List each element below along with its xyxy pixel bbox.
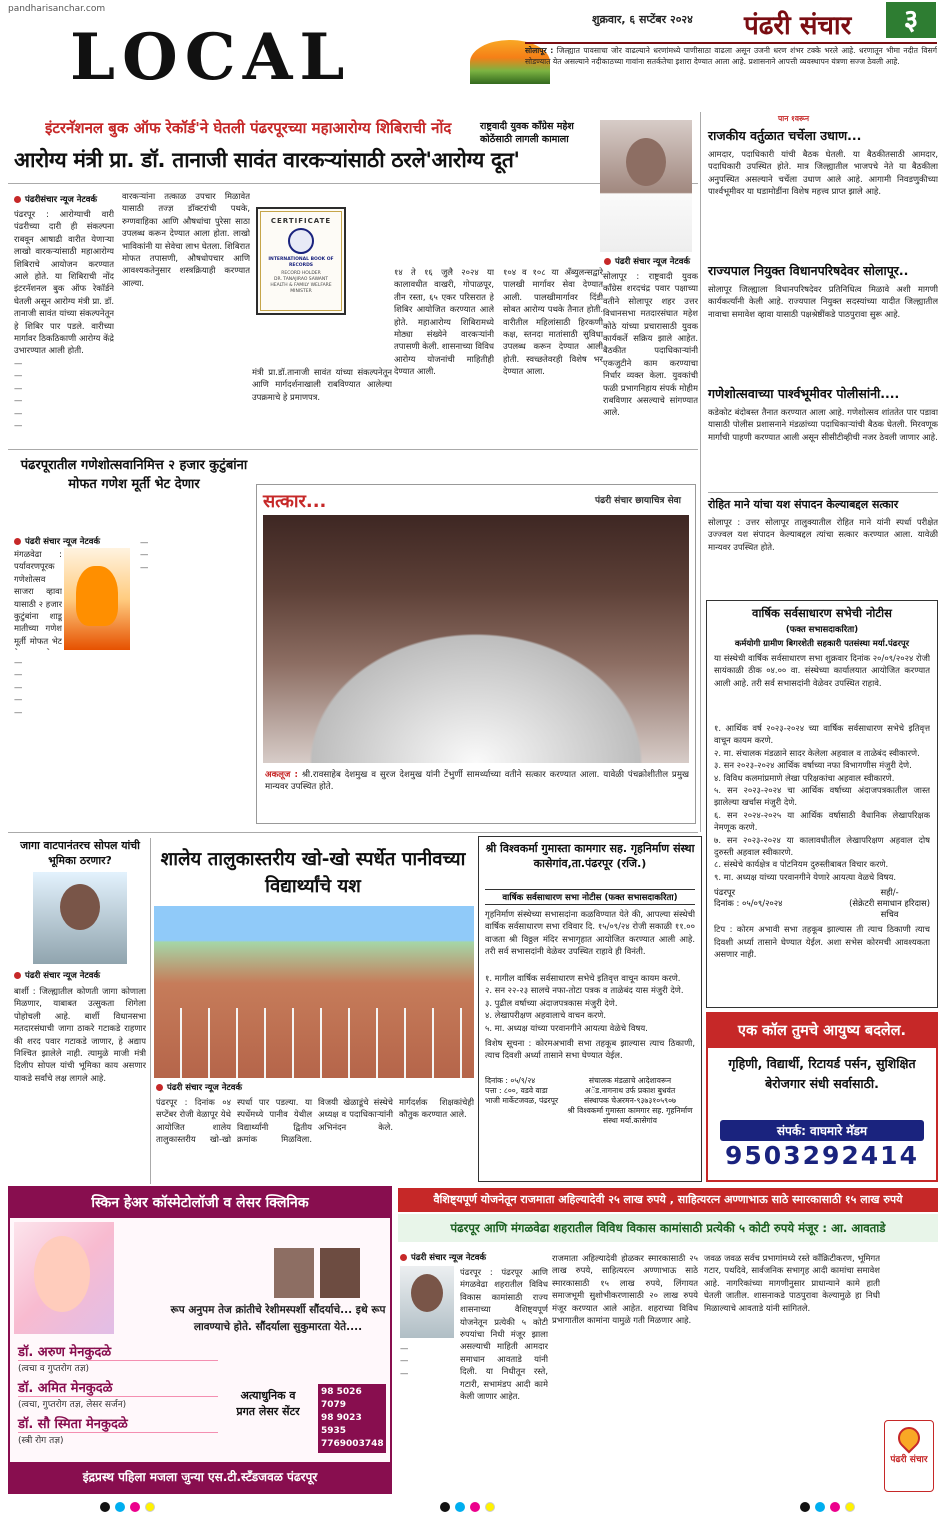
lead-byline-text: पंढरीसंचार न्यूज नेटवर्क xyxy=(25,195,98,205)
notice1-intro: या संस्थेची वार्षिक सर्वसाधारण सभा शुक्रवार दिनांक २०/०९/२०२४ रोजी सायंकाळी ठीक ०४.०० वा. संस्थेच्या कार्यालयात आयोजित करण्यात आली आहे. तरी सर्व सभासदांनी वेळेवर उपस्थित राहावे. xyxy=(714,653,930,688)
model-face-icon xyxy=(34,1236,90,1312)
job-ad-headline: एक कॉल तुमचे आयुष्य बदलेल. xyxy=(708,1014,936,1048)
cert-line-2: DR. TANAJIRAO SAWANT xyxy=(274,277,328,282)
brand-logo xyxy=(884,1420,934,1492)
masthead xyxy=(0,0,945,112)
sports-byline-text: पंढरी संचार न्यूज नेटवर्क xyxy=(167,1083,242,1093)
mla-face-icon xyxy=(411,1274,443,1312)
notice1-place: पंढरपूर xyxy=(714,887,736,898)
job-ad xyxy=(706,1012,938,1182)
clinic-title: स्किन हेअर कॉस्मेटोलॉजी व लेसर क्लिनिक xyxy=(10,1188,390,1218)
clinic-ad xyxy=(8,1186,392,1494)
funds-byline xyxy=(400,1252,486,1263)
track-lines-icon xyxy=(154,1008,474,1078)
lead-body-col2 xyxy=(122,190,250,446)
profile-face-icon xyxy=(626,138,666,186)
byline-dot-icon xyxy=(14,196,21,203)
agm-notice-2 xyxy=(478,836,702,1182)
byline-dot-icon xyxy=(14,972,21,979)
ganesh-idol-icon xyxy=(76,566,118,626)
clinic-center-2: प्रगत लेसर सेंटर xyxy=(236,1405,300,1418)
lead-body3-text: १४ ते १६ जुलै २०२४ या कालावधीत वाखरी, गोपाळपूर, तीन रस्ता, ६५ एकर परिसरात हे शिबिर आयोजित करण्यात आले होते. महाआरोग्य शिबिरामध्ये मोठ्या संख्येने वारकऱ्यांनी तपासणी केली. शासनाच्या विविध आरोग्य योजनांची माहितीही देण्यात आली. xyxy=(394,267,494,377)
ganesh-body-col2 xyxy=(14,656,138,824)
profile-kicker: राष्ट्रवादी युवक कॉंग्रेस महेश कोठेंसाठी लागली कामाला xyxy=(480,121,574,145)
right-heading-3: गणेशोत्सवाच्या पार्श्वभूमीवर पोलीसांनी.... xyxy=(708,386,900,401)
politics-story xyxy=(14,838,146,1184)
right-para-3: कडेकोट बंदोबस्त तैनात करण्यात आला आहे. गणेशोत्सव शांततेत पार पडावा यासाठी पोलीस प्रशासनाने मंडळांच्या पदाधिकाऱ्यांची बैठक घेतली. मिरवणूक मार्गांची पाहणी करण्यात आली असून सीसीटीव्हीची नजर ठेवली जाणार आहे. xyxy=(708,407,938,442)
job-ad-contact: संपर्क: वाघमारे मॅडम xyxy=(720,1120,924,1141)
ticker-text: जिल्ह्यात पावसाचा जोर वाढल्याने धरणांमध्ये पाणीसाठा वाढला असून उजनी धरण शंभर टक्के भरले आहे. धरणातून भीमा नदीत विसर्ग सोडण्यात येत असल्याने नदीकाठच्या गावांना सतर्कतेचा इशारा देण्यात आला आहे. प्रशासनाने आपत्ती व्यवस्थापन यंत्रणा सज्ज ठेवली आहे. xyxy=(525,46,937,66)
clinic-tagline: रूप अनुपम तेज क्रांतीचे रेशीमस्पर्शी सौंदर्याचे... इथे रूप लावण्याचे होते. सौंदर्याला सुकुमारता येते.... xyxy=(170,1304,386,1333)
notice1-signatory: (सेक्रेटरी समाधान हरिदास) xyxy=(849,898,930,909)
certificate-image xyxy=(256,207,346,315)
cert-line-1: RECORD HOLDER xyxy=(281,271,321,276)
byline-dot-icon xyxy=(400,1254,407,1261)
notice2-address: पत्ता : ८००, वडवे वाडा भाजी मार्केटजवळ, पंढरपूर xyxy=(485,1086,559,1106)
notice2-item-3: ३. पुढील वर्षाच्या अंदाजपत्रकास मंजुरी देणे. xyxy=(485,997,618,1008)
notice1-sign: सही/- xyxy=(880,887,899,898)
ganesh-headline: पंढरपूरातील गणेशोत्सवानिमित्त २ हजार कुटुंबांना मोफत गणेश मूर्ती भेट देणार xyxy=(20,458,248,492)
politics-kicker: जागा वाटपानंतरच सोपल यांची भूमिका ठरणार? xyxy=(20,839,140,867)
notice2-title: श्री विश्वकर्मा गुमास्ता कामगार सह. गृहनिर्माण संस्था कासेगांव,ता.पंढरपूर (रजि.) xyxy=(485,842,695,870)
caption-text: श्री.रावसाहेब देशमुख व सुरज देशमुख यांनी टेंभुर्णी सामर्थ्याच्या वतीने सत्कार करण्यात आला. यावेळी पंचक्रोशीतील प्रमुख मान्यवर उपस्थित होते. xyxy=(265,770,689,793)
notice2-body: गृहनिर्माण संस्थेच्या सभासदांना कळविण्यात येते की, आपल्या संस्थेची वार्षिक सर्वसाधारण सभा रविवार दि. १५/०९/२४ रोजी सकाळी ११.०० वाजता श्री विठ्ठल मंदिर सभागृहात आयोजित करण्यात आली आहे. तरी सर्व सभासदांनी वेळेवर उपस्थित राहावे ही विनंती. xyxy=(485,909,695,957)
funds-body-col1 xyxy=(460,1266,548,1492)
funds-body-col2 xyxy=(552,1252,698,1492)
funds-body-col1b xyxy=(400,1342,456,1492)
notice1-designation: सचिव xyxy=(880,909,899,920)
sports-byline xyxy=(156,1082,242,1093)
reg-mark-right xyxy=(800,1502,855,1512)
profile-body xyxy=(603,270,698,446)
byline-dot-icon xyxy=(156,1084,163,1091)
notice2-sig-2: अॅड.नागनाथ उर्फ प्रकाश बुधवंत xyxy=(584,1086,676,1096)
location-pin-icon xyxy=(893,1422,924,1453)
notice2-date: दिनांक : ०५/९/२४ xyxy=(485,1076,536,1086)
notice1-item-6: ६. सन २०२४-२०२५ या आर्थिक वर्षासाठी वैधानिक लेखापरिक्षक नेमणूक करणे. xyxy=(714,809,930,833)
ticker-place: सोलापूर : xyxy=(525,46,554,55)
ganesh-idol-photo xyxy=(64,548,130,650)
ticker-box xyxy=(525,42,937,104)
funds-banner: वैशिष्ट्यपूर्ण योजनेतून राजमाता अहिल्यादेवी २५ लाख रुपये , साहित्यरत्न अण्णाभाऊ साठे स्मारकासाठी १५ लाख रुपये xyxy=(398,1188,938,1212)
funds-body2-text: राजमाता अहिल्यादेवी होळकर स्मारकासाठी २५ लाख रुपये, साहित्यरत्न अण्णाभाऊ साठे स्मारकासाठी १५ लाख रुपये, लिंगायत समाजभूमी सुशोभीकरणासाठी २० लाख रुपये मंजूर करण्यात आले आहेत. शहराच्या विविध प्रभागातील कामांना यामुळे गती मिळणार आहे. xyxy=(552,1253,698,1326)
cert-seal-icon xyxy=(288,228,314,254)
right-para-4: सोलापूर : उत्तर सोलापूर तालुक्यातील रोहित माने यांनी स्पर्धा परीक्षेत उज्ज्वल यश संपादन केल्याबद्दल त्यांचा सत्कार करण्यात आला. यावेळी मान्यवर उपस्थित होते. xyxy=(708,517,938,552)
photo-story-tag: पंढरी संचार छायाचित्र सेवा xyxy=(594,496,681,506)
clinic-address: इंद्रप्रस्थ पहिला मजला जुन्या एस.टी.स्टँडजवळ पंढरपूर xyxy=(10,1462,390,1492)
right-heading-2: राज्यपाल नियुक्त विधानपरिषदेवर सोलापूर.. xyxy=(708,263,909,278)
politics-byline-text: पंढरी संचार न्यूज नेटवर्क xyxy=(25,971,100,981)
notice2-sig-1: संचालक मंडळाचे आदेशावरून xyxy=(588,1076,672,1086)
ganesh-body-col1 xyxy=(14,548,62,650)
photo-story-title: सत्कार... xyxy=(263,491,327,512)
doctor-photo-1 xyxy=(274,1248,314,1298)
cert-line-3: HEALTH & FAMILY WELFARE MINISTER xyxy=(270,283,332,294)
byline-dot-icon xyxy=(604,258,611,265)
notice2-item-2: २. सन २२-२३ सालचे नफा-तोटा पत्रक व ताळेबंद यास मंजुरी देणे. xyxy=(485,985,684,996)
lead-body4-text: १०४ व १०८ या अँब्युलन्सद्वारे पालखी मार्गावर सेवा देण्यात आली. पालखीमार्गावर दिंडी सोबत आरोग्य पथके तैनात होती. वारीतील महिलांसाठी हिरकणी कक्ष, स्तनदा मातांसाठी सुविधा उपलब्ध करून देण्यात आली होती. स्वच्छतेवरही विशेष भर देण्यात आला. xyxy=(503,267,603,377)
ganesh-byline-text: पंढरी संचार न्यूज नेटवर्क xyxy=(25,537,100,547)
funds-headline: पंढरपूर आणि मंगळवेढा शहरातील विविध विकास कामांसाठी प्रत्येकी ५ कोटी रुपये मंजूर : आ. आवताडे xyxy=(398,1214,938,1242)
right-column xyxy=(708,114,938,624)
lead-body-col3 xyxy=(394,266,494,446)
sports-body xyxy=(156,1096,474,1182)
notice1-item-9: ९. मा. अध्यक्ष यांच्या परवानगीने येणारे आयत्या वेळचे विषय. xyxy=(714,871,897,882)
paper-name: पंढरी संचार xyxy=(744,11,852,41)
lead-body1-text: पंढरपूर : आरोग्याची वारी पंढरीच्या दारी ही संकल्पना राबवून आषाढी वारीत येणाऱ्या लाखो वारकऱ्यांसाठी महाआरोग्य शिबिराचे आयोजन करण्यात आले होते. या शिबिराची नोंद इंटरनॅशनल बुक ऑफ रेकॉर्डने घेतली असून आरोग्य मंत्री प्रा. डॉ. तानाजी सावंत यांच्या संकल्पनेतून हे शिबिर पार पडले. वारीच्या मार्गावर ठिकठिकाणी आरोग्य केंद्रे उभारण्यात आली होती. xyxy=(14,209,114,356)
clinic-spec-2: (त्वचा, गुप्तरोग तज्ञ, लेसर सर्जन) xyxy=(18,1400,127,1410)
print-registration-marks xyxy=(0,1500,945,1516)
clinic-doctor-1: डॉ. अरुण मेनकुदळे xyxy=(18,1342,218,1361)
clinic-model-photo xyxy=(14,1222,114,1334)
notice2-item-4: ४. लेखापरीक्षण अहवालाचे वाचन करणे. xyxy=(485,1010,606,1021)
ganesh-byline xyxy=(14,536,100,547)
profile-photo xyxy=(600,120,692,252)
caption-place: अकलूज : xyxy=(265,770,298,780)
doctor-photo-2 xyxy=(320,1248,360,1298)
right-para-1: आमदार, पदाधिकारी यांची बैठक घेतली. या बैठकीतसाठी आमदार, पदाधिकारी उपस्थित होते. मात्र जिल्ह्यातील भाजपचे नेते या बैठकीला अनुपस्थित असल्याने चर्चेला उधाण आले आहे. आगामी निवडणुकीच्या पार्श्वभूमीवर या घडामोडींना विशेष महत्त्व प्राप्त झाले आहे. xyxy=(708,149,938,197)
politics-photo xyxy=(33,872,127,964)
right-heading-1: राजकीय वर्तुळात चर्चेला उधाण... xyxy=(708,128,862,143)
funds-mla-photo xyxy=(400,1266,454,1338)
crowd-shape-icon xyxy=(283,613,669,763)
clinic-spec-1: (त्वचा व गुप्तरोग तज्ञ) xyxy=(18,1364,89,1374)
lead-headline: आरोग्य मंत्री प्रा. डॉ. तानाजी सावंत वारकऱ्यांसाठी ठरले'आरोग्य दूत' xyxy=(14,148,520,172)
profile-body-text: सोलापूर : राष्ट्रवादी युवक कॉंग्रेस शरदचंद्र पवार पक्षाच्या वतीने सोलापूर शहर उत्तर विधानसभा मतदारसंघात महेश कोठे यांच्या प्रचारासाठी युवक कार्यकर्ते सक्रिय झाले आहेत. बैठकीत पदाधिकाऱ्यांनी एकजुटीने काम करण्याचा निर्धार व्यक्त केला. युवकांची फळी प्रभागनिहाय संपर्क मोहीम राबविणार असल्याचे सांगण्यात आले. xyxy=(603,271,698,418)
funds-body3-text: जवळ जवळ सर्वच प्रभागांमध्ये रस्ते काँक्रिटीकरण, भूमिगत गटार, पथदिवे, सार्वजनिक सभागृह आदी कामांचा समावेश आहे. नागरिकांच्या मागणीनुसार प्राधान्याने कामे हाती घेतली जातील. शासनाकडे पाठपुरावा केल्यामुळे हा निधी मिळाल्याचे आवताडे यांनी सांगितले. xyxy=(704,1253,880,1313)
clinic-phone-2[interactable]: 98 9023 5935 xyxy=(321,1413,362,1436)
notice1-item-2: २. मा. संचालक मंडळाने सादर केलेला अहवाल व ताळेबंद स्वीकारणे. xyxy=(714,747,920,758)
clinic-spec-3: (स्त्री रोग तज्ञ) xyxy=(18,1436,64,1446)
continued-tag: पान १वरून xyxy=(778,114,810,123)
photo-story xyxy=(256,484,696,824)
clinic-doctor-2: डॉ. अमित मेनकुदळे xyxy=(18,1378,218,1397)
right-para-2: सोलापूर जिल्ह्याला विधानपरिषदेवर प्रतिनिधित्व मिळावे अशी मागणी कार्यकर्त्यांनी केली आहे. राज्यपाल नियुक्त सदस्यांच्या यादीत जिल्ह्यातील नावाचा समावेश व्हावा यासाठी पक्षश्रेष्ठींकडे पाठपुरावा सुरू आहे. xyxy=(708,284,938,319)
photo-story-caption xyxy=(265,769,689,817)
job-ad-body: गृहिणी, विद्यार्थी, रिटायर्ड पर्सन, सुशिक्षित बेरोजगार संधी सर्वासाठी. xyxy=(728,1056,916,1091)
clinic-doctor-3: डॉ. सौ स्मिता मेनकुदळे xyxy=(18,1414,218,1433)
notice2-item-5: ५. मा. अध्यक्ष यांच्या परवानगीने आयत्या वेळेचे विषय. xyxy=(485,1022,648,1033)
page-number: ३ xyxy=(886,2,936,38)
felicitation-photo xyxy=(263,515,689,763)
funds-body1-text: पंढरपूर : पंढरपूर आणि मंगळवेढा शहरातील विविध विकास कामांसाठी राज्य शासनाच्या वैशिष्ट्यपूर्ण योजनेतून प्रत्येकी ५ कोटी रुपयांचा निधी मंजूर झाला असल्याची माहिती आमदार समाधान आवताडे यांनी दिली. या निधीतून रस्ते, गटारी, सभामंडप आदी कामे केली जाणार आहेत. xyxy=(460,1267,548,1402)
funds-byline-text: पंढरी संचार न्यूज नेटवर्क xyxy=(411,1253,486,1263)
ganesh-body-fill-2: — — — xyxy=(140,537,149,572)
notice1-sub: (फक्त सभासदाकरिता) xyxy=(785,625,859,635)
notice1-item-1: १. आर्थिक वर्ष २०२३-२०२४ च्या वार्षिक सर्वसाधारण सभेचे इतिवृत्त वाचून कायम करणे. xyxy=(714,723,930,746)
sports-body-text: पंढरपूर : दिनांक ०४ सप्टेंबर रोजी वेळापूर येथे आयोजित शालेय तालुकास्तरीय खो-खो स्पर्धा पार पडल्या. या स्पर्धेमध्ये पानीव येथील विद्यार्थ्यांनी द्वितीय क्रमांक मिळविला. विजयी खेळाडूंचे संस्थेचे अध्यक्ष व पदाधिकाऱ्यांनी अभिनंदन केले. मार्गदर्शक शिक्षकांचेही कौतुक करण्यात आले. xyxy=(156,1097,474,1145)
profile-byline-text: पंढरी संचार न्यूज नेटवर्क xyxy=(615,257,690,267)
lead-kicker: इंटरनॅशनल बुक ऑफ रेकॉर्ड'ने घेतली पंढरपूरच्या महाआरोग्य शिबिराची नोंद xyxy=(45,119,452,137)
reg-mark-left xyxy=(100,1502,155,1512)
right-heading-4: रोहित माने यांचा यश संपादन केल्याबद्दल सत्कार xyxy=(708,492,938,512)
lead-byline xyxy=(14,194,97,205)
funds-body-fill: — — — xyxy=(400,1343,409,1378)
agm-notice-1 xyxy=(706,600,938,1008)
profile-byline xyxy=(604,256,690,267)
notice1-item-7: ७. सन २०२३-२०२४ या कालावधीतील लेखापरिक्षण अहवाल दोष दुरुस्ती अहवाल स्वीकारणे. xyxy=(714,834,930,858)
site-url[interactable]: pandharisanchar.com xyxy=(8,4,106,14)
cert-caption xyxy=(252,366,392,446)
notice1-item-8: ८. संस्थेचे कार्यक्षेत्र व पोटनियम दुरुस्तीबाबत विचार करणे. xyxy=(714,859,889,870)
notice1-item-3: ३. सन २०२३-२०२४ आर्थिक वर्षाच्या नफा विभागणीस मंजुरी देणे. xyxy=(714,760,912,771)
notice1-item-4: ४. विविध कलमांप्रमाणे लेखा परिक्षकांचा अहवाल स्वीकारणे. xyxy=(714,772,895,783)
job-ad-phone[interactable]: 9503292414 xyxy=(725,1141,919,1170)
brand-logo-text: पंढरी संचार xyxy=(890,1455,928,1465)
lead-body1-fill: — — — — — — xyxy=(14,357,23,430)
notice2-sig-4: श्री विश्वकर्मा गुमास्ता कामगार सह. गृहनिर्माण संस्था मर्या.कासेगांव xyxy=(567,1106,693,1126)
ganesh-body-fill: — — — — — xyxy=(14,657,23,717)
cert-org: INTERNATIONAL BOOK OF RECORDS xyxy=(268,257,334,268)
sports-headline: शालेय तालुकास्तरीय खो-खो स्पर्धेत पानीवच्या विद्यार्थ्यांचे यश xyxy=(160,849,466,897)
politics-face-icon xyxy=(60,884,100,930)
cert-title: CERTIFICATE xyxy=(270,217,332,225)
notice2-item-1: १. मागील वार्षिक सर्वसाधारण सभेचे इतिवृत्त वाचून कायम करणे. xyxy=(485,973,681,983)
byline-dot-icon xyxy=(14,538,21,545)
notice2-sub: वार्षिक सर्वसाधारण सभा नोटीस (फक्त सभासदाकरिता) xyxy=(485,889,695,905)
notice1-org: कर्मयोगी ग्रामीण बिगरशेती सहकारी पतसंस्था मर्या.पंढरपूर xyxy=(734,638,910,648)
cert-caption-text: मंत्री प्रा.डॉ.तानाजी सावंत यांच्या संकल्पनेतून आणि मार्गदर्शनाखाली राबविण्यात आलेल्या उपक्रमाचे हे प्रमाणपत्र. xyxy=(252,367,392,402)
notice1-title: वार्षिक सर्वसाधारण सभेची नोटीस xyxy=(752,606,892,620)
clinic-phone-3[interactable]: 7769003748 xyxy=(321,1439,384,1449)
reg-mark-center xyxy=(440,1502,495,1512)
funds-body-col3 xyxy=(704,1252,880,1492)
notice1-item-5: ५. सन २०२३-२०२४ चा आर्थिक वर्षाच्या अंदाजपत्रकातील जास्त झालेल्या खर्चास मंजुरी देणे. xyxy=(714,785,930,808)
section-title: LOCAL xyxy=(70,20,352,95)
politics-byline xyxy=(14,970,146,981)
notice2-sig-3: संस्थापक चेअरमन-९३७३१०५९०७ xyxy=(583,1096,677,1106)
politics-body: बार्शी : जिल्ह्यातील कोणती जागा कोणाला मिळणार, याबाबत उत्सुकता शिगेला पोहोचली आहे. बार्शी विधानसभा मतदारसंघाची जागा ठाकरे गटाकडे राहणार की शरद पवार गटाकडे जाणार, हे अद्याप निश्चित झालेले नाही. त्यामुळे माजी मंत्री दिलीप सोपल यांची भूमिका काय असणार याकडे सर्वांचे लक्ष लागले आहे. xyxy=(14,986,146,1083)
lead-body-col4 xyxy=(503,266,603,446)
issue-date: शुक्रवार, ६ सप्टेंबर २०२४ xyxy=(592,13,693,26)
ganesh-body-col3 xyxy=(140,536,256,824)
notice2-note: विशेष सूचना : कोरमअभावी सभा तहकूब झाल्यास त्याच ठिकाणी, त्याच दिवशी अर्ध्या तासाने सभा घेण्यात येईल. xyxy=(485,1038,695,1061)
notice1-note: टिप : कोरम अभावी सभा तहकूब झाल्यास ती त्याच ठिकाणी त्याच दिवशी अर्ध्या तासाने घेण्यात येईल. अशा सभेस कोरमची आवश्यकता असणार नाही. xyxy=(714,924,930,960)
sports-photo xyxy=(154,906,474,1078)
lead-body2-text: वारकऱ्यांना तत्काळ उपचार मिळावेत यासाठी तज्ज्ञ डॉक्टरांची पथके, रुग्णवाहिका आणि औषधांचा पुरेसा साठा उपलब्ध करून देण्यात आला होता. लाखो भाविकांनी या सेवेचा लाभ घेतला. शिबिरात मोफत तपासणी, औषधोपचार आणि आवश्यकतेनुसार शस्त्रक्रियाही करण्यात आल्या. xyxy=(122,191,250,288)
lead-body-col1 xyxy=(14,208,114,446)
clinic-phone-1[interactable]: 98 5026 7079 xyxy=(321,1387,362,1410)
clinic-center-1: अत्याधुनिक व xyxy=(240,1389,296,1402)
notice1-date: दिनांक : ०५/०९/२०२४ xyxy=(714,898,783,909)
ganesh-body-text: मंगळवेढा : पर्यावरणपूरक गणेशोत्सव साजरा व्हावा यासाठी २ हजार कुटुंबांना शाडू मातीच्या गणेश मूर्ती मोफत भेट xyxy=(14,549,62,646)
